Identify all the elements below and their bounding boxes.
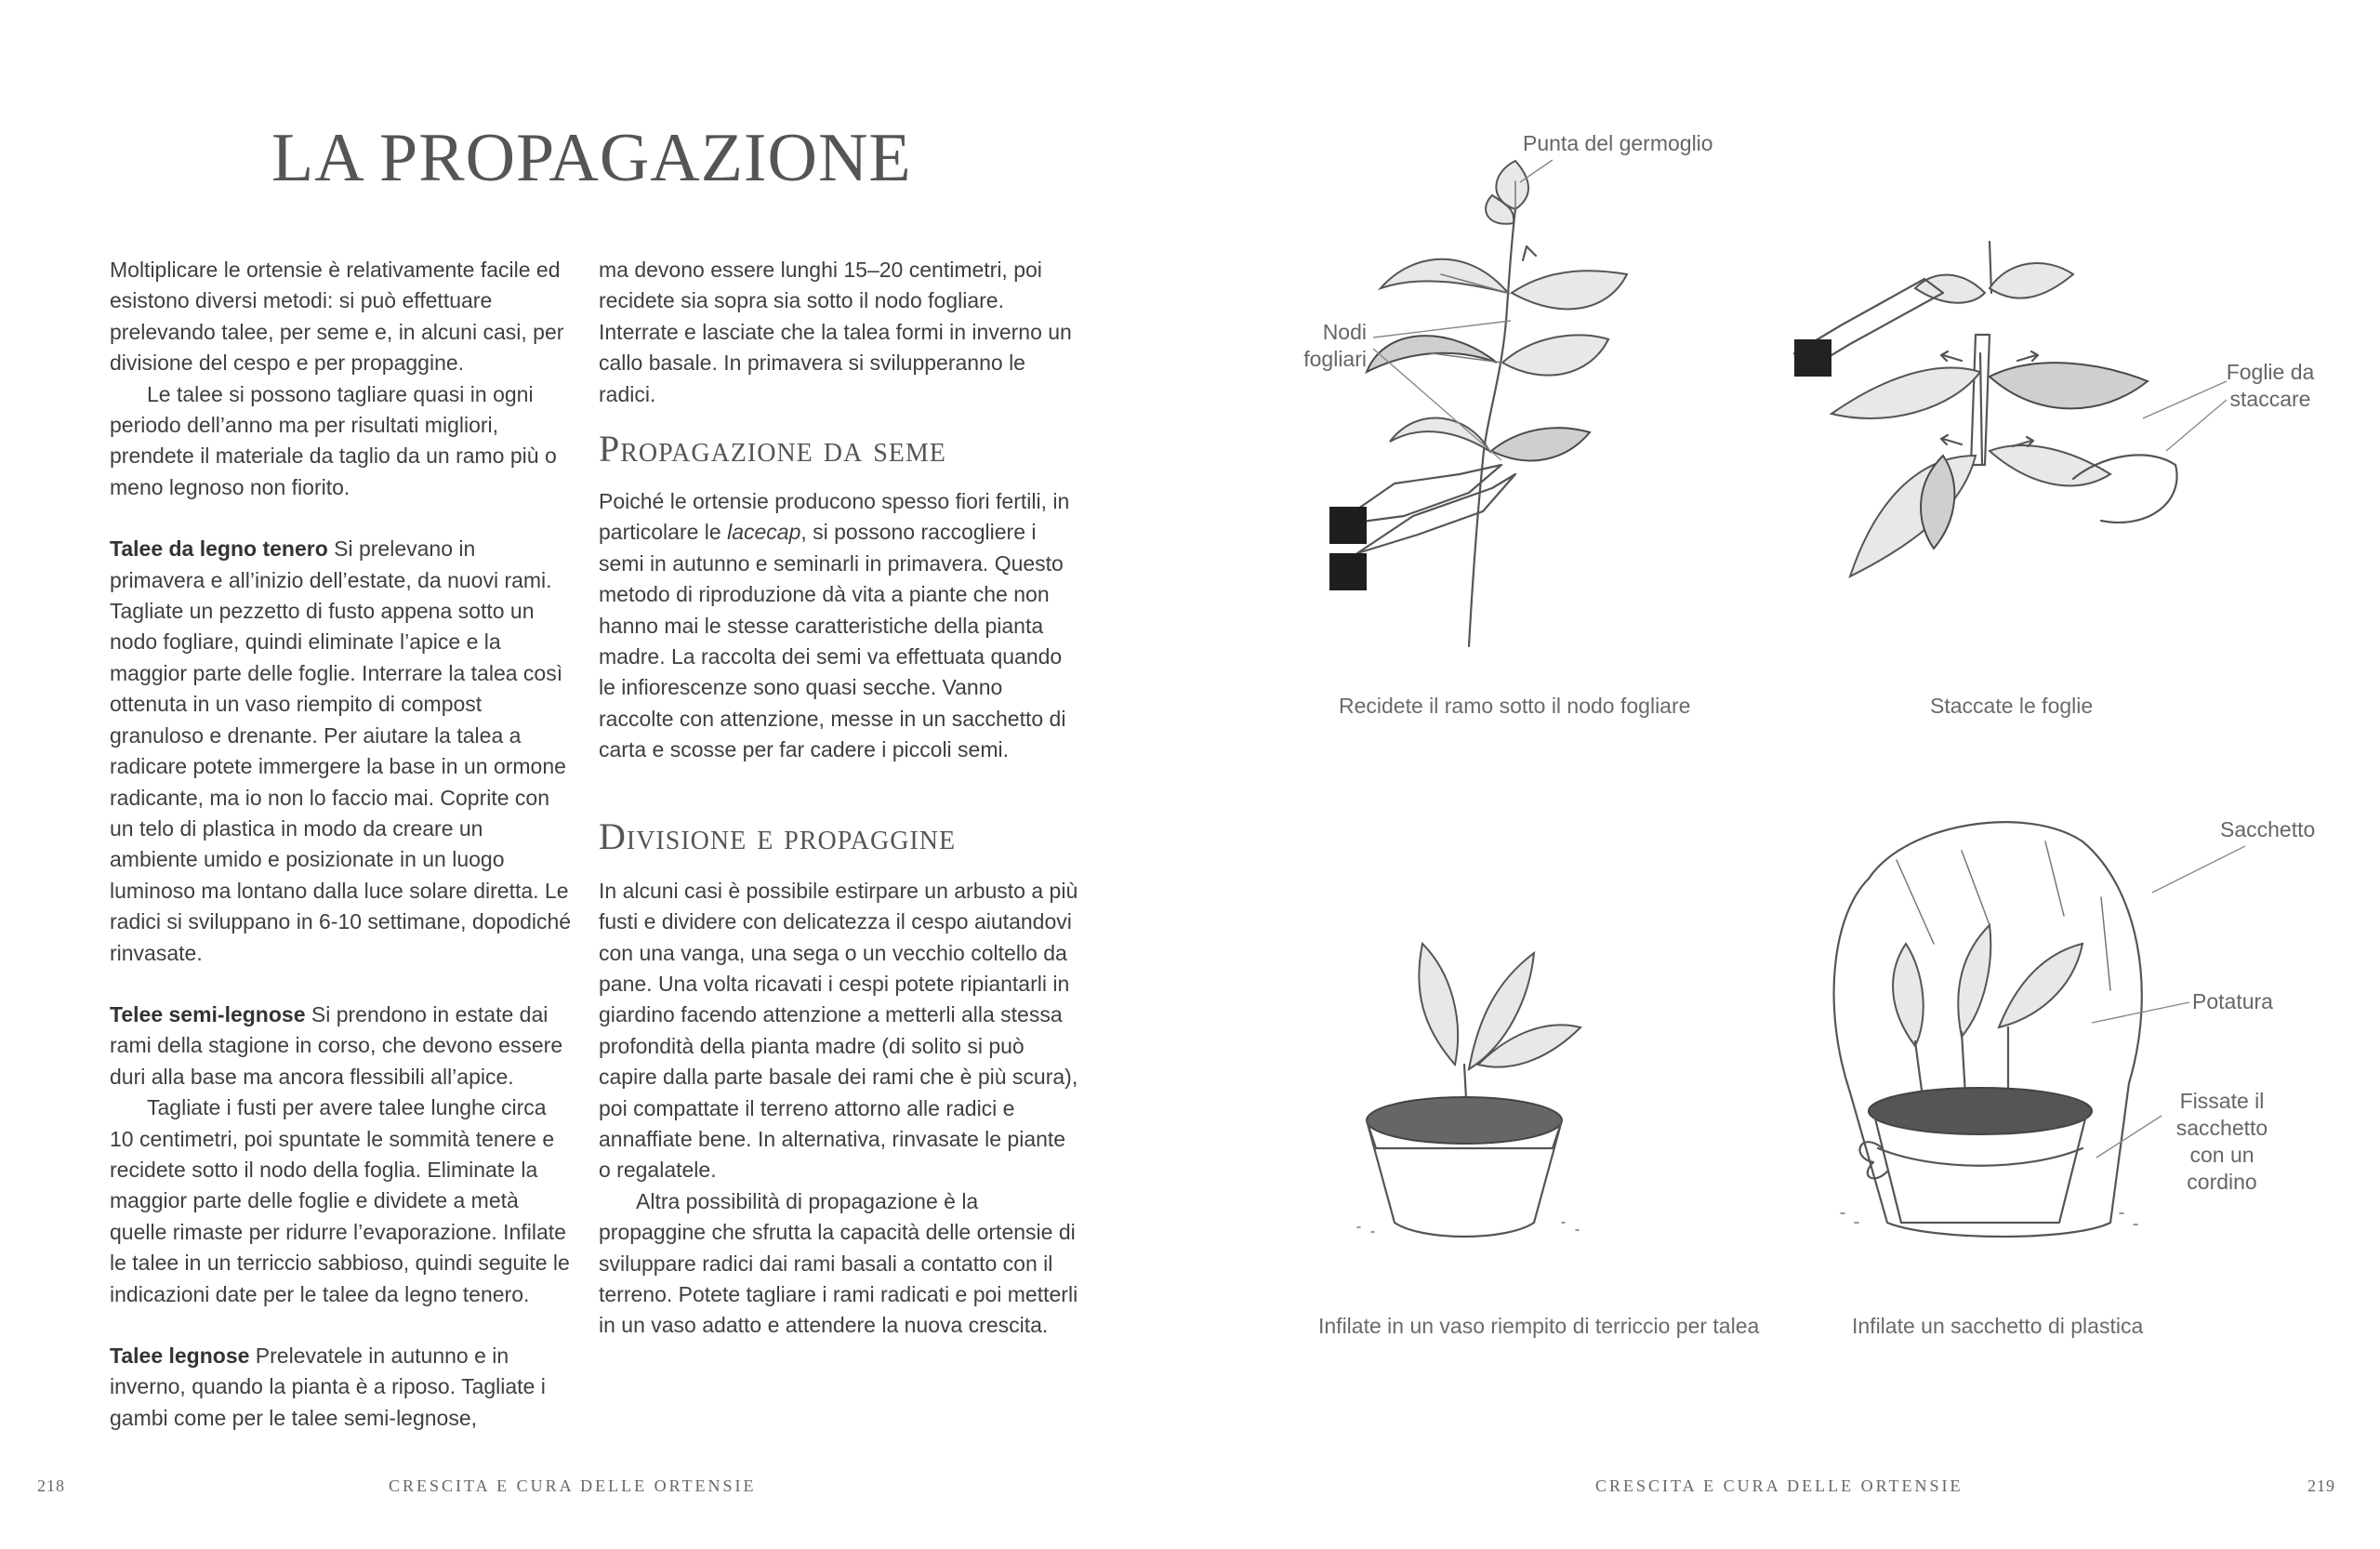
subheading-divisione: Divisione e propaggine — [599, 814, 957, 857]
label-sacchetto: Sacchetto — [2220, 817, 2316, 841]
page-number-left: 218 — [37, 1476, 65, 1495]
paragraph-seme — [599, 486, 1082, 766]
body-semi-legnose: Si prendono in estate dai rami della stagione in corso, che devono essere duri alla base ma ancora flessibili all’apice. — [110, 1001, 563, 1089]
paragraph-legnose — [110, 1341, 575, 1434]
label-foglie-staccare: Foglie da staccare — [2226, 360, 2315, 411]
caption-removing-leaves: Staccate le foglie — [1930, 694, 2094, 718]
seme-text-a: Poiché le ortensie producono spesso fiori fertili, in particolare le — [599, 489, 1070, 545]
leader-punta — [1515, 158, 1571, 186]
paragraph-intro: Moltiplicare le ortensie è relativamente facile ed esistono diversi metodi: si può effettuare prelevando talee, per seme e, in alcuni casi, per divisione del cespo e per propaggine. — [110, 258, 564, 376]
illustration-pot-plastic-bag — [1822, 804, 2157, 1251]
seme-text-b: , si possono raccogliere i semi in autunno e seminarli in primavera. Questo metodo di riproduzione dà vita a piante che non hanno mai le stesse caratteristiche della pianta madre. La raccolta dei semi va effettuata quando le infiorescenze sono quasi secche. Vanno raccolte con attenzione, messe in un sacchetto di carta e scosse per far cadere i piccoli semi. — [599, 520, 1066, 762]
run-in-head-legno-tenero: Talee da legno tenero — [110, 536, 328, 562]
paragraph-divisione: In alcuni casi è possibile estirpare un arbusto a più fusti e dividere con delicatezza il cespo aiutandovi con una vanga, una sega o un vecchio coltello da pane. Una volta ricavati i cespi potete ripiantarli in giardino facendo attenzione a metterli alla stessa profondità della pianta madre (di solito si può capire dalla parte basale dei rami che è più scura), poi compattate il terreno attorno alle radici e annaffiate bene. In alternativa, rinvasate le piante o regalatele. — [599, 878, 1078, 1183]
paragraph-semi-legnose-2: Tagliate i fusti per avere talee lunghe circa 10 centimetri, poi spuntate le sommità tenere e recidete sotto il nodo della foglia. Eliminate la maggior parte delle foglie e dividete a metà quelle rimaste per ridurre l’evaporazione. Infilate le talee in un terriccio sabbioso, quindi seguite le indicazioni date per le talee da legno tenero. — [110, 1095, 570, 1306]
illustration-pot-cutting — [1367, 916, 1664, 1251]
paragraph-propaggine: Altra possibilità di propagazione è la propaggine che sfrutta la capacità delle ortensie di sviluppare radici dai rami basali a contatto con il terreno. Potete tagliare i rami radicati e poi metterli in un vaso adatto e attendere la nuova crescita. — [599, 1188, 1078, 1338]
leader-fissate — [2092, 1111, 2166, 1167]
paragraph-legnose-cont: ma devono essere lunghi 15–20 centimetri, poi recidete sia sopra sia sotto il nodo fogliare. Interrate e lasciate che la talea formi in inverno un callo basale. In primavera si svilupperanno le radici. — [599, 258, 1072, 406]
illustration-removing-leaves — [1794, 242, 2194, 595]
label-punta-germoglio: Punta del germoglio — [1523, 131, 1713, 155]
leader-potatura — [2087, 1000, 2194, 1027]
caption-cutting-branch: Recidete il ramo sotto il nodo fogliare — [1339, 694, 1691, 718]
paragraph-legno-tenero — [110, 534, 575, 969]
running-head-left: CRESCITA E CURA DELLE ORTENSIE — [389, 1476, 757, 1495]
text-column-2 — [599, 255, 1082, 1342]
text-column-1 — [110, 255, 575, 1434]
run-in-head-legnose: Talee legnose — [110, 1344, 250, 1368]
leader-nodi — [1371, 302, 1520, 470]
paragraph-semi-legnose — [110, 1000, 575, 1092]
subheading-seme: Propagazione da seme — [599, 428, 946, 470]
label-nodi-fogliari: Nodi fogliari — [1303, 320, 1367, 371]
body-legno-tenero: Si prelevano in primavera e all’inizio dell’estate, da nuovi rami. Tagliate un pezzetto di fusto appena sotto un nodo fogliare, quindi eliminate l’apice e la maggior parte delle foglie. Interrare la talea così ottenuta in un vaso riempito di compost granuloso e drenante. Per aiutare la talea a radicare potete immergere la base in un ormone radicante, ma io non lo faccio mai. Coprite con un telo di plastica in modo da creare un ambiente umido e posizionate in un luogo luminoso ma lontano dalla luce solare diretta. Le radici si sviluppano in 6-10 settimane, dopodiché rinvasate. — [110, 536, 572, 965]
caption-pot-plastic-bag: Infilate un sacchetto di plastica — [1852, 1314, 2144, 1338]
caption-pot-cutting: Infilate in un vaso riempito di terriccio per talea — [1318, 1314, 1760, 1338]
body-legnose: Prelevatele in autunno e in inverno, quando la pianta è a riposo. Tagliate i gambi come per le talee semi-legnose, — [110, 1344, 546, 1430]
seme-text-em: lacecap — [727, 520, 801, 545]
run-in-head-semi-legnose: Telee semi-legnose — [110, 1001, 306, 1026]
label-potatura: Potatura — [2192, 989, 2273, 1013]
paragraph-talee: Le talee si possono tagliare quasi in ogni periodo dell’anno ma per risultati migliori, prendete il materiale da taglio da un ramo più o meno legnoso non fiorito. — [110, 381, 557, 499]
page-title: LA PROPAGAZIONE — [271, 120, 912, 196]
leader-foglie — [2138, 363, 2231, 456]
leader-sacchetto — [2148, 841, 2250, 897]
label-fissate: Fissate il sacchetto con un cordino — [2175, 1089, 2268, 1194]
page-number-right: 219 — [2307, 1476, 2335, 1495]
running-head-right: CRESCITA E CURA DELLE ORTENSIE — [1595, 1476, 1964, 1495]
